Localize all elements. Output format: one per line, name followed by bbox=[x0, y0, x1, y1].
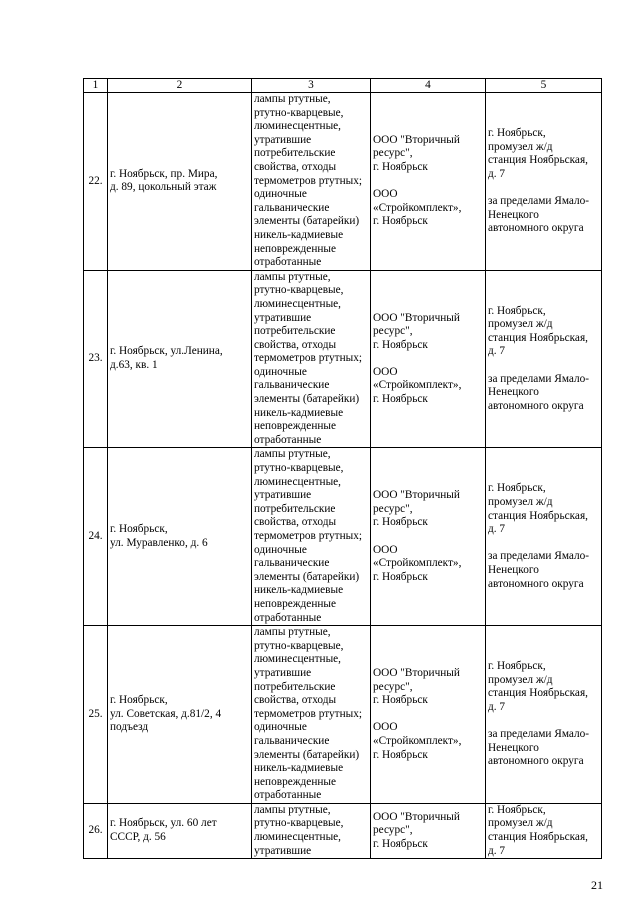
waste-line: одиночные bbox=[254, 188, 307, 201]
recipient-a-line: г. Ноябрьск bbox=[373, 338, 428, 351]
waste-line: свойства, отходы bbox=[254, 338, 337, 351]
destination bbox=[486, 626, 602, 804]
column-number-4: 4 bbox=[371, 79, 486, 93]
recipient-a-line: ресурс", bbox=[373, 680, 413, 693]
waste-line: отработанные bbox=[254, 611, 322, 624]
waste-line: элементы (батарейки) bbox=[254, 570, 360, 583]
dest-a-line: г. Ноябрьск, bbox=[488, 126, 546, 139]
recipient-a-line: г. Ноябрьск bbox=[373, 160, 428, 173]
table-row bbox=[84, 93, 602, 271]
column-number-5: 5 bbox=[486, 79, 602, 93]
dest-b-line: автономного округа bbox=[488, 222, 584, 235]
addr-line: ул. Муравленко, д. 6 bbox=[110, 536, 208, 549]
waste-line: утратившие bbox=[254, 133, 312, 146]
waste-line: потребительские bbox=[254, 502, 336, 515]
waste-line: ртутно-кварцевые, bbox=[254, 106, 344, 119]
waste-line: термометров ртутных; bbox=[254, 174, 362, 187]
column-number-3: 3 bbox=[252, 79, 371, 93]
header-row bbox=[84, 79, 602, 93]
table-row bbox=[84, 448, 602, 626]
addr-line: г. Ноябрьск, ул.Ленина, bbox=[110, 345, 223, 358]
dest-a-line: промузел ж/д bbox=[488, 817, 553, 830]
page-number: 21 bbox=[591, 878, 603, 892]
site-address bbox=[108, 93, 252, 271]
waste-line: гальванические bbox=[254, 201, 330, 214]
table-row bbox=[84, 803, 602, 858]
waste-line: лампы ртутные, bbox=[254, 270, 331, 283]
dest-a-line: д. 7 bbox=[488, 700, 506, 713]
destination bbox=[486, 270, 602, 448]
spacer bbox=[488, 181, 599, 195]
dest-a-line: промузел ж/д bbox=[488, 496, 553, 509]
destination bbox=[486, 448, 602, 626]
recipient-organizations bbox=[371, 626, 486, 804]
recipient-a-line: ООО "Вторичный bbox=[373, 810, 460, 823]
waste-line: никель-кадмиевые bbox=[254, 762, 344, 775]
dest-b-line: Ненецкого bbox=[488, 386, 539, 399]
waste-line: термометров ртутных; bbox=[254, 707, 362, 720]
addr-line: подъезд bbox=[110, 721, 149, 734]
destination bbox=[486, 93, 602, 271]
waste-types bbox=[252, 270, 371, 448]
waste-line: ртутно-кварцевые, bbox=[254, 284, 344, 297]
spacer bbox=[373, 352, 483, 366]
dest-a-line: г. Ноябрьск, bbox=[488, 304, 546, 317]
waste-line: гальванические bbox=[254, 557, 330, 570]
dest-b-line: Ненецкого bbox=[488, 563, 539, 576]
table-body bbox=[84, 79, 602, 859]
recipient-b-line: г. Ноябрьск bbox=[373, 215, 428, 228]
waste-line: потребительские bbox=[254, 680, 336, 693]
row-number: 24. bbox=[84, 448, 108, 626]
waste-line: никель-кадмиевые bbox=[254, 406, 344, 419]
recipient-b-line: «Стройкомплект», bbox=[373, 734, 462, 747]
addr-line: г. Ноябрьск, ул. 60 лет bbox=[110, 817, 217, 830]
waste-line: гальванические bbox=[254, 734, 330, 747]
dest-a-line: д. 7 bbox=[488, 844, 506, 857]
recipient-a-line: ресурс", bbox=[373, 824, 413, 837]
waste-line: элементы (батарейки) bbox=[254, 215, 360, 228]
recipient-a-line: г. Ноябрьск bbox=[373, 516, 428, 529]
recipient-a-line: ресурс", bbox=[373, 325, 413, 338]
recipient-b-line: ООО bbox=[373, 721, 398, 734]
waste-line: лампы ртутные, bbox=[254, 93, 331, 105]
addr-line: г. Ноябрьск, bbox=[110, 523, 168, 536]
recipient-b-line: г. Ноябрьск bbox=[373, 570, 428, 583]
recipient-b-line: ООО bbox=[373, 188, 398, 201]
dest-a-line: г. Ноябрьск, bbox=[488, 803, 546, 816]
recipient-b-line: «Стройкомплект», bbox=[373, 379, 462, 392]
site-address bbox=[108, 803, 252, 858]
dest-a-line: станция Ноябрьская, bbox=[488, 687, 588, 700]
recipient-b-line: ООО bbox=[373, 543, 398, 556]
row-number: 22. bbox=[84, 93, 108, 271]
waste-line: одиночные bbox=[254, 365, 307, 378]
waste-line: одиночные bbox=[254, 543, 307, 556]
waste-line: потребительские bbox=[254, 325, 336, 338]
waste-line: отработанные bbox=[254, 433, 322, 446]
dest-b-line: автономного округа bbox=[488, 755, 584, 768]
recipient-a-line: ООО "Вторичный bbox=[373, 666, 460, 679]
waste-line: лампы ртутные, bbox=[254, 626, 331, 639]
waste-line: никель-кадмиевые bbox=[254, 584, 344, 597]
recipient-b-line: «Стройкомплект», bbox=[373, 201, 462, 214]
recipient-organizations bbox=[371, 803, 486, 858]
spacer bbox=[373, 175, 483, 189]
site-address bbox=[108, 448, 252, 626]
site-address bbox=[108, 270, 252, 448]
waste-line: свойства, отходы bbox=[254, 694, 337, 707]
waste-line: свойства, отходы bbox=[254, 516, 337, 529]
waste-line: свойства, отходы bbox=[254, 160, 337, 173]
dest-a-line: станция Ноябрьская, bbox=[488, 154, 588, 167]
dest-b-line: автономного округа bbox=[488, 399, 584, 412]
dest-b-line: за пределами Ямало- bbox=[488, 550, 590, 563]
spacer bbox=[488, 715, 599, 729]
waste-line: утратившие bbox=[254, 666, 312, 679]
waste-sites-table bbox=[83, 78, 602, 859]
waste-line: неповрежденные bbox=[254, 242, 337, 255]
waste-line: утратившие bbox=[254, 844, 312, 857]
dest-a-line: промузел ж/д bbox=[488, 673, 553, 686]
dest-a-line: д. 7 bbox=[488, 345, 506, 358]
destination bbox=[486, 803, 602, 858]
dest-b-line: за пределами Ямало- bbox=[488, 194, 590, 207]
spacer bbox=[488, 359, 599, 373]
waste-line: люминесцентные, bbox=[254, 475, 341, 488]
waste-line: лампы ртутные, bbox=[254, 803, 331, 816]
row-number: 25. bbox=[84, 626, 108, 804]
recipient-a-line: ресурс", bbox=[373, 147, 413, 160]
table-row bbox=[84, 626, 602, 804]
column-number-2: 2 bbox=[108, 79, 252, 93]
waste-line: люминесцентные, bbox=[254, 831, 341, 844]
addr-line: д. 89, цокольный этаж bbox=[110, 181, 217, 194]
dest-a-line: д. 7 bbox=[488, 523, 506, 536]
waste-line: отработанные bbox=[254, 256, 322, 269]
spacer bbox=[488, 537, 599, 551]
waste-line: ртутно-кварцевые, bbox=[254, 639, 344, 652]
addr-line: СССР, д. 56 bbox=[110, 831, 166, 844]
recipient-b-line: ООО bbox=[373, 365, 398, 378]
dest-a-line: промузел ж/д bbox=[488, 318, 553, 331]
recipient-organizations bbox=[371, 270, 486, 448]
waste-line: элементы (батарейки) bbox=[254, 393, 360, 406]
dest-a-line: станция Ноябрьская, bbox=[488, 331, 588, 344]
column-number-1: 1 bbox=[84, 79, 108, 93]
dest-a-line: станция Ноябрьская, bbox=[488, 831, 588, 844]
waste-line: потребительские bbox=[254, 147, 336, 160]
recipient-b-line: г. Ноябрьск bbox=[373, 748, 428, 761]
row-number: 26. bbox=[84, 803, 108, 858]
addr-line: д.63, кв. 1 bbox=[110, 359, 158, 372]
recipient-b-line: г. Ноябрьск bbox=[373, 393, 428, 406]
table-row bbox=[84, 270, 602, 448]
addr-line: г. Ноябрьск, пр. Мира, bbox=[110, 167, 218, 180]
waste-line: лампы ртутные, bbox=[254, 448, 331, 461]
dest-b-line: за пределами Ямало- bbox=[488, 728, 590, 741]
site-address bbox=[108, 626, 252, 804]
addr-line: г. Ноябрьск, bbox=[110, 694, 168, 707]
recipient-a-line: ООО "Вторичный bbox=[373, 311, 460, 324]
waste-line: люминесцентные, bbox=[254, 297, 341, 310]
waste-line: утратившие bbox=[254, 489, 312, 502]
waste-line: отработанные bbox=[254, 789, 322, 802]
waste-types bbox=[252, 803, 371, 858]
dest-b-line: автономного округа bbox=[488, 577, 584, 590]
dest-a-line: промузел ж/д bbox=[488, 140, 553, 153]
waste-types bbox=[252, 626, 371, 804]
waste-line: никель-кадмиевые bbox=[254, 228, 344, 241]
waste-line: утратившие bbox=[254, 311, 312, 324]
waste-types bbox=[252, 93, 371, 271]
recipient-b-line: «Стройкомплект», bbox=[373, 557, 462, 570]
recipient-a-line: г. Ноябрьск bbox=[373, 694, 428, 707]
dest-b-line: Ненецкого bbox=[488, 208, 539, 221]
spacer bbox=[373, 530, 483, 544]
recipient-a-line: ООО "Вторичный bbox=[373, 133, 460, 146]
waste-line: элементы (батарейки) bbox=[254, 748, 360, 761]
dest-a-line: станция Ноябрьская, bbox=[488, 509, 588, 522]
waste-line: одиночные bbox=[254, 721, 307, 734]
waste-line: люминесцентные, bbox=[254, 653, 341, 666]
waste-line: гальванические bbox=[254, 379, 330, 392]
dest-a-line: г. Ноябрьск, bbox=[488, 660, 546, 673]
dest-a-line: д. 7 bbox=[488, 167, 506, 180]
waste-line: ртутно-кварцевые, bbox=[254, 817, 344, 830]
waste-line: ртутно-кварцевые, bbox=[254, 462, 344, 475]
spacer bbox=[373, 708, 483, 722]
waste-types bbox=[252, 448, 371, 626]
waste-line: люминесцентные, bbox=[254, 120, 341, 133]
dest-b-line: Ненецкого bbox=[488, 741, 539, 754]
recipient-a-line: ресурс", bbox=[373, 502, 413, 515]
row-number: 23. bbox=[84, 270, 108, 448]
waste-line: термометров ртутных; bbox=[254, 352, 362, 365]
waste-line: неповрежденные bbox=[254, 420, 337, 433]
recipient-organizations bbox=[371, 93, 486, 271]
waste-line: термометров ртутных; bbox=[254, 530, 362, 542]
recipient-organizations bbox=[371, 448, 486, 626]
waste-line: неповрежденные bbox=[254, 597, 337, 610]
dest-b-line: за пределами Ямало- bbox=[488, 372, 590, 385]
recipient-a-line: г. Ноябрьск bbox=[373, 837, 428, 850]
recipient-a-line: ООО "Вторичный bbox=[373, 489, 460, 502]
addr-line: ул. Советская, д.81/2, 4 bbox=[110, 707, 222, 720]
dest-a-line: г. Ноябрьск, bbox=[488, 482, 546, 495]
waste-line: неповрежденные bbox=[254, 775, 337, 788]
